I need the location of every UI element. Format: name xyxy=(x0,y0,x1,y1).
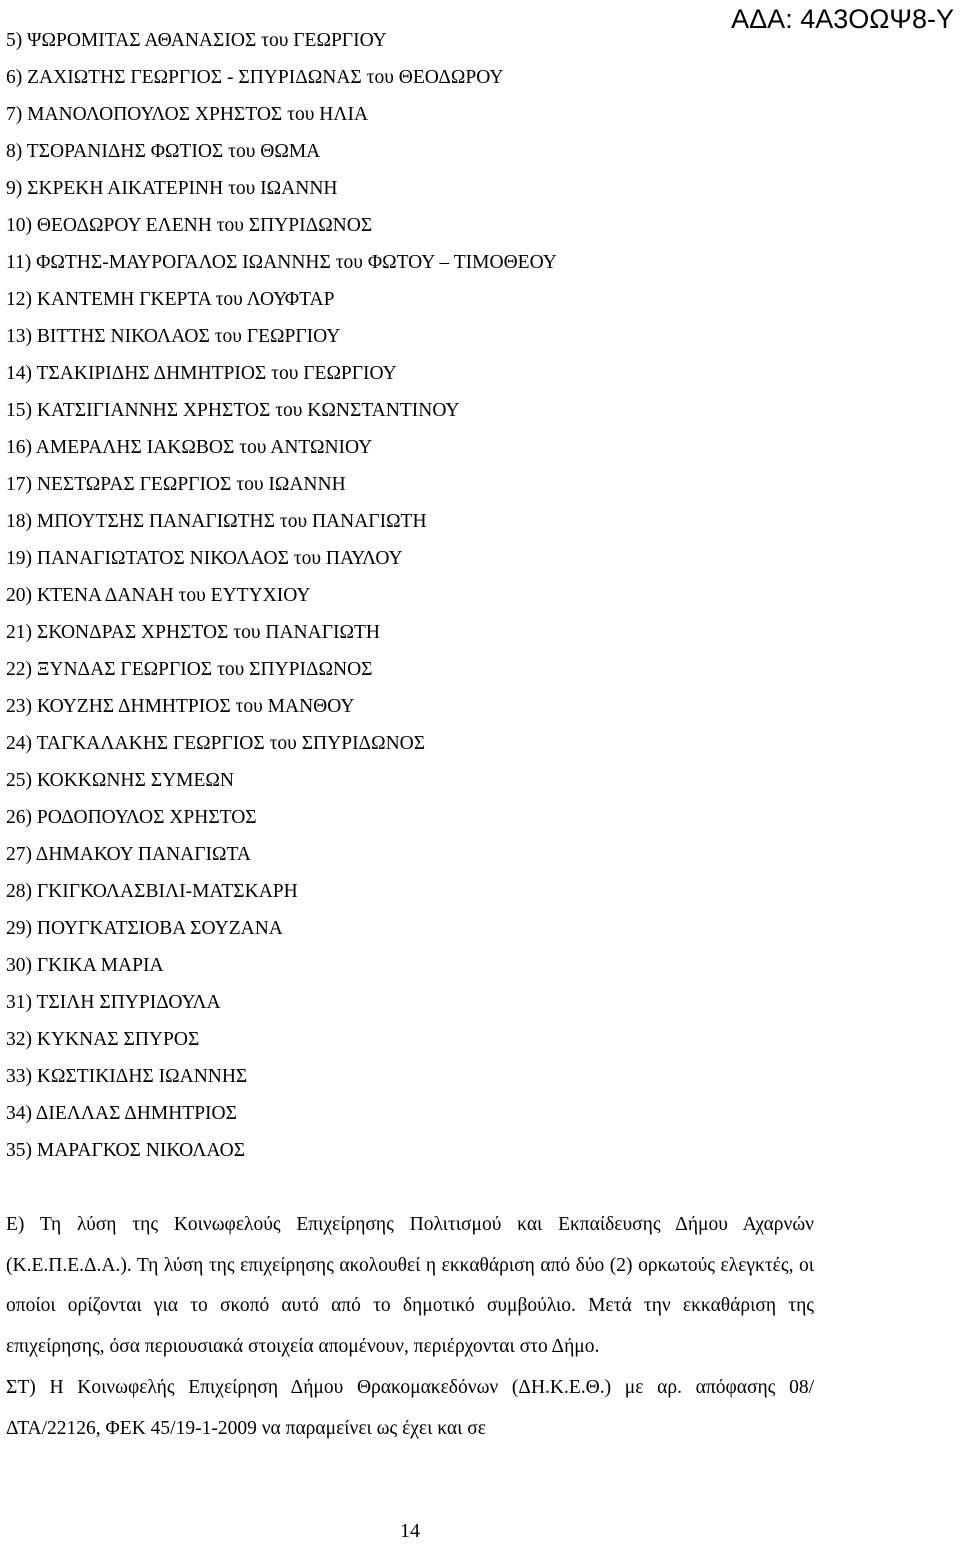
list-item: 12) ΚΑΝΤΕΜΗ ΓΚΕΡΤΑ του ΛΟΥΦΤΑΡ xyxy=(6,289,335,310)
list-item: 15) ΚΑΤΣΙΓΙΑΝΝΗΣ ΧΡΗΣΤΟΣ του ΚΩΝΣΤΑΝΤΙΝΟΥ xyxy=(6,400,460,421)
names-list xyxy=(6,22,906,1169)
list-item: 13) ΒΙΤΤΗΣ ΝΙΚΟΛΑΟΣ του ΓΕΩΡΓΙΟΥ xyxy=(6,326,341,347)
list-item: 30) ΓΚΙΚΑ ΜΑΡΙΑ xyxy=(6,955,164,976)
list-item: 14) ΤΣΑΚΙΡΙΔΗΣ ΔΗΜΗΤΡΙΟΣ του ΓΕΩΡΓΙΟΥ xyxy=(6,363,397,384)
list-item: 5) ΨΩΡΟΜΙΤΑΣ ΑΘΑΝΑΣΙΟΣ του ΓΕΩΡΓΙΟΥ xyxy=(6,30,387,51)
list-item: 28) ΓΚΙΓΚΟΛΑΣΒΙΛΙ-ΜΑΤΣΚΑΡΗ xyxy=(6,881,298,902)
list-item: 24) ΤΑΓΚΑΛΑΚΗΣ ΓΕΩΡΓΙΟΣ του ΣΠΥΡΙΔΩΝΟΣ xyxy=(6,733,426,754)
list-item: 32) ΚΥΚΝΑΣ ΣΠΥΡΟΣ xyxy=(6,1029,200,1050)
list-item: 17) ΝΕΣΤΩΡΑΣ ΓΕΩΡΓΙΟΣ του ΙΩΑΝΝΗ xyxy=(6,474,346,495)
list-item: 29) ΠΟΥΓΚΑΤΣΙΟΒΑ ΣΟΥΖΑΝΑ xyxy=(6,918,283,939)
body-text xyxy=(6,1205,814,1449)
list-item: 31) ΤΣΙΛΗ ΣΠΥΡΙΔΟΥΛΑ xyxy=(6,992,221,1013)
list-item: 8) ΤΣΟΡΑΝΙΔΗΣ ΦΩΤΙΟΣ του ΘΩΜΑ xyxy=(6,141,321,162)
list-item: 35) ΜΑΡΑΓΚΟΣ ΝΙΚΟΛΑΟΣ xyxy=(6,1140,246,1161)
list-item: 22) ΞΥΝΔΑΣ ΓΕΩΡΓΙΟΣ του ΣΠΥΡΙΔΩΝΟΣ xyxy=(6,659,373,680)
list-item: 20) ΚΤΕΝΑ ΔΑΝΑΗ του ΕΥΤΥΧΙΟΥ xyxy=(6,585,311,606)
list-item: 10) ΘΕΟΔΩΡΟΥ ΕΛΕΝΗ του ΣΠΥΡΙΔΩΝΟΣ xyxy=(6,215,373,236)
list-item: 27) ΔΗΜΑΚΟΥ ΠΑΝΑΓΙΩΤΑ xyxy=(6,844,251,865)
page-number: 14 xyxy=(400,1520,420,1542)
list-item: 9) ΣΚΡΕΚΗ ΑΙΚΑΤΕΡΙΝΗ του ΙΩΑΝΝΗ xyxy=(6,178,338,199)
list-item: 16) ΑΜΕΡΑΛΗΣ ΙΑΚΩΒΟΣ του ΑΝΤΩΝΙΟΥ xyxy=(6,437,373,458)
list-item: 6) ΖΑΧΙΩΤΗΣ ΓΕΩΡΓΙΟΣ - ΣΠΥΡΙΔΩΝΑΣ του ΘΕΟΔΩΡΟΥ xyxy=(6,67,504,88)
list-item: 26) ΡΟΔΟΠΟΥΛΟΣ ΧΡΗΣΤΟΣ xyxy=(6,807,257,828)
list-item: 25) ΚΟΚΚΩΝΗΣ ΣΥΜΕΩΝ xyxy=(6,770,234,791)
list-item: 18) ΜΠΟΥΤΣΗΣ ΠΑΝΑΓΙΩΤΗΣ του ΠΑΝΑΓΙΩΤΗ xyxy=(6,511,427,532)
paragraph-e: Ε) Τη λύση της Κοινωφελούς Επιχείρησης Πολιτισμού και Εκπαίδευσης Δήμου Αχαρνών (Κ.Ε.Π.Ε.Δ.Α.). Τη λύση της επιχείρησης ακολουθεί η εκκαθάριση από δύο (2) ορκωτούς ελεγκτές, οι οποίοι ορίζονται για το σκοπό αυτό από το δημοτικό συμβούλιο. Μετά την εκκαθάριση της επιχείρησης, όσα περιουσιακά στοιχεία απομένουν, περιέρχονται στο Δήμο. xyxy=(6,1214,814,1358)
list-item: 34) ΔΙΕΛΛΑΣ ΔΗΜΗΤΡΙΟΣ xyxy=(6,1103,237,1124)
paragraph-st: ΣΤ) Η Κοινωφελής Επιχείρηση Δήμου Θρακομακεδόνων (ΔΗ.Κ.Ε.Θ.) με αρ. απόφασης 08/ΔΤΑ/22126, ΦΕΚ 45/19-1-2009 να παραμείνει ως έχει και σε xyxy=(6,1376,814,1439)
list-item: 7) ΜΑΝΟΛΟΠΟΥΛΟΣ ΧΡΗΣΤΟΣ του ΗΛΙΑ xyxy=(6,104,369,125)
list-item: 23) ΚΟΥΖΗΣ ΔΗΜΗΤΡΙΟΣ του ΜΑΝΘΟΥ xyxy=(6,696,355,717)
ada-code: ΑΔΑ: 4Α3ΟΩΨ8-Υ xyxy=(731,4,954,34)
list-item: 33) ΚΩΣΤΙΚΙΔΗΣ ΙΩΑΝΝΗΣ xyxy=(6,1066,248,1087)
list-item: 19) ΠΑΝΑΓΙΩΤΑΤΟΣ ΝΙΚΟΛΑΟΣ του ΠΑΥΛΟΥ xyxy=(6,548,403,569)
list-item: 11) ΦΩΤΗΣ-ΜΑΥΡΟΓΑΛΟΣ ΙΩΑΝΝΗΣ του ΦΩΤΟΥ – ΤΙΜΟΘΕΟΥ xyxy=(6,252,557,273)
list-item: 21) ΣΚΟΝΔΡΑΣ ΧΡΗΣΤΟΣ του ΠΑΝΑΓΙΩΤΗ xyxy=(6,622,380,643)
